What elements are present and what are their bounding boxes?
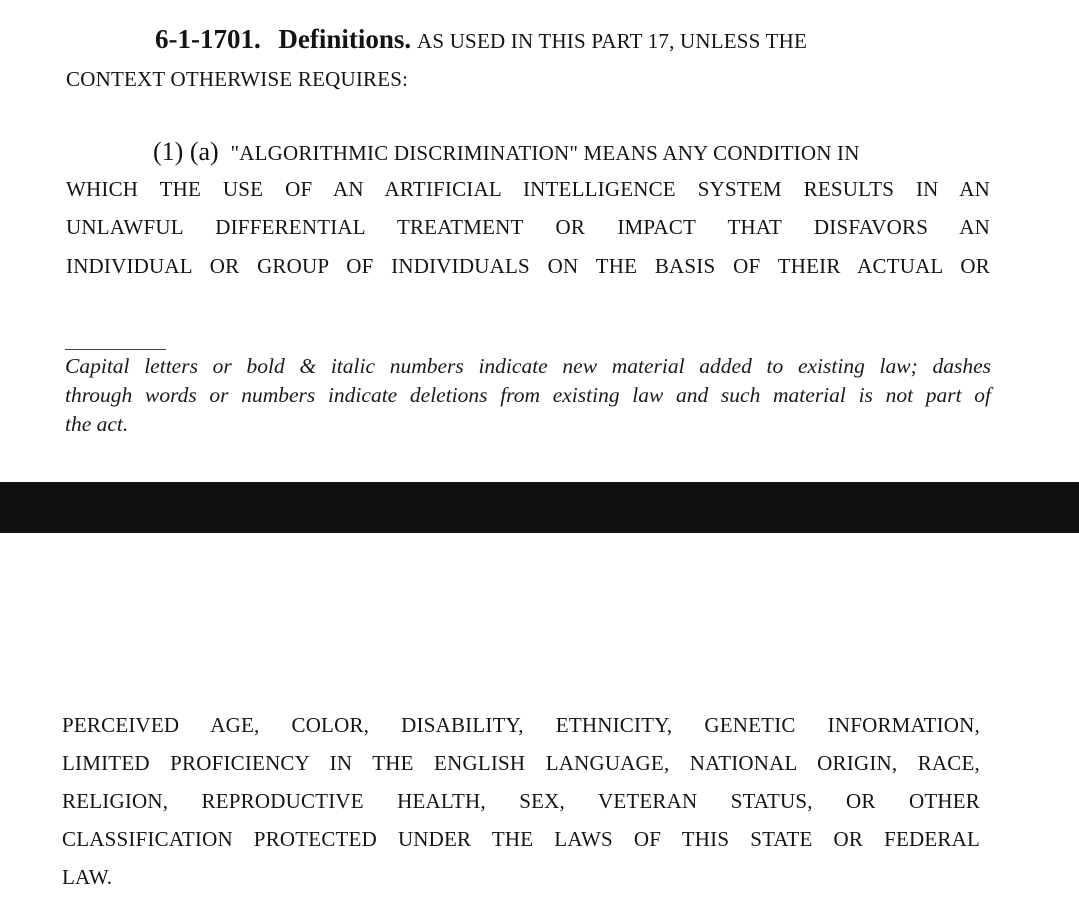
section-intro-line-1: AS USED IN THIS PART 17, UNLESS THE (417, 29, 808, 53)
paragraph-1a-line-4: INDIVIDUAL OR GROUP OF INDIVIDUALS ON THE BASIS OF THEIR ACTUAL OR (66, 254, 990, 278)
continuation-line-5: LAW. (62, 865, 113, 889)
continuation-line-2: LIMITED PROFICIENCY IN THE ENGLISH LANGUAGE, NATIONAL ORIGIN, RACE, (62, 751, 980, 775)
section-intro-line-2: CONTEXT OTHERWISE REQUIRES: (66, 67, 409, 91)
paragraph-marker: (1) (a) (153, 137, 219, 166)
footnote-line-3: the act. (65, 412, 129, 436)
section-heading (155, 24, 990, 56)
paragraph-1a-line-3: UNLAWFUL DIFFERENTIAL TREATMENT OR IMPACT THAT DISFAVORS AN (66, 215, 990, 239)
continuation-line-3: RELIGION, REPRODUCTIVE HEALTH, SEX, VETERAN STATUS, OR OTHER (62, 789, 980, 813)
section-number: 6-1-1701. (155, 24, 261, 54)
footnote (65, 352, 991, 439)
continuation-line-4: CLASSIFICATION PROTECTED UNDER THE LAWS OF THIS STATE OR FEDERAL (62, 827, 980, 851)
continuation-line-1: PERCEIVED AGE, COLOR, DISABILITY, ETHNICITY, GENETIC INFORMATION, (62, 713, 980, 737)
paragraph-1a-first-line (153, 137, 990, 168)
footnote-rule (65, 349, 166, 350)
footnote-line-2: through words or numbers indicate deletions from existing law and such material is not part of (65, 383, 991, 407)
page-break-bar (0, 482, 1079, 533)
paragraph-1a-line-2: WHICH THE USE OF AN ARTIFICIAL INTELLIGENCE SYSTEM RESULTS IN AN (66, 177, 990, 201)
section-title: Definitions. (278, 24, 412, 54)
footnote-line-1: Capital letters or bold & italic numbers indicate new material added to existing law; dashes (65, 354, 991, 378)
paragraph-1a-line-1: "ALGORITHMIC DISCRIMINATION" MEANS ANY CONDITION IN (230, 141, 860, 165)
